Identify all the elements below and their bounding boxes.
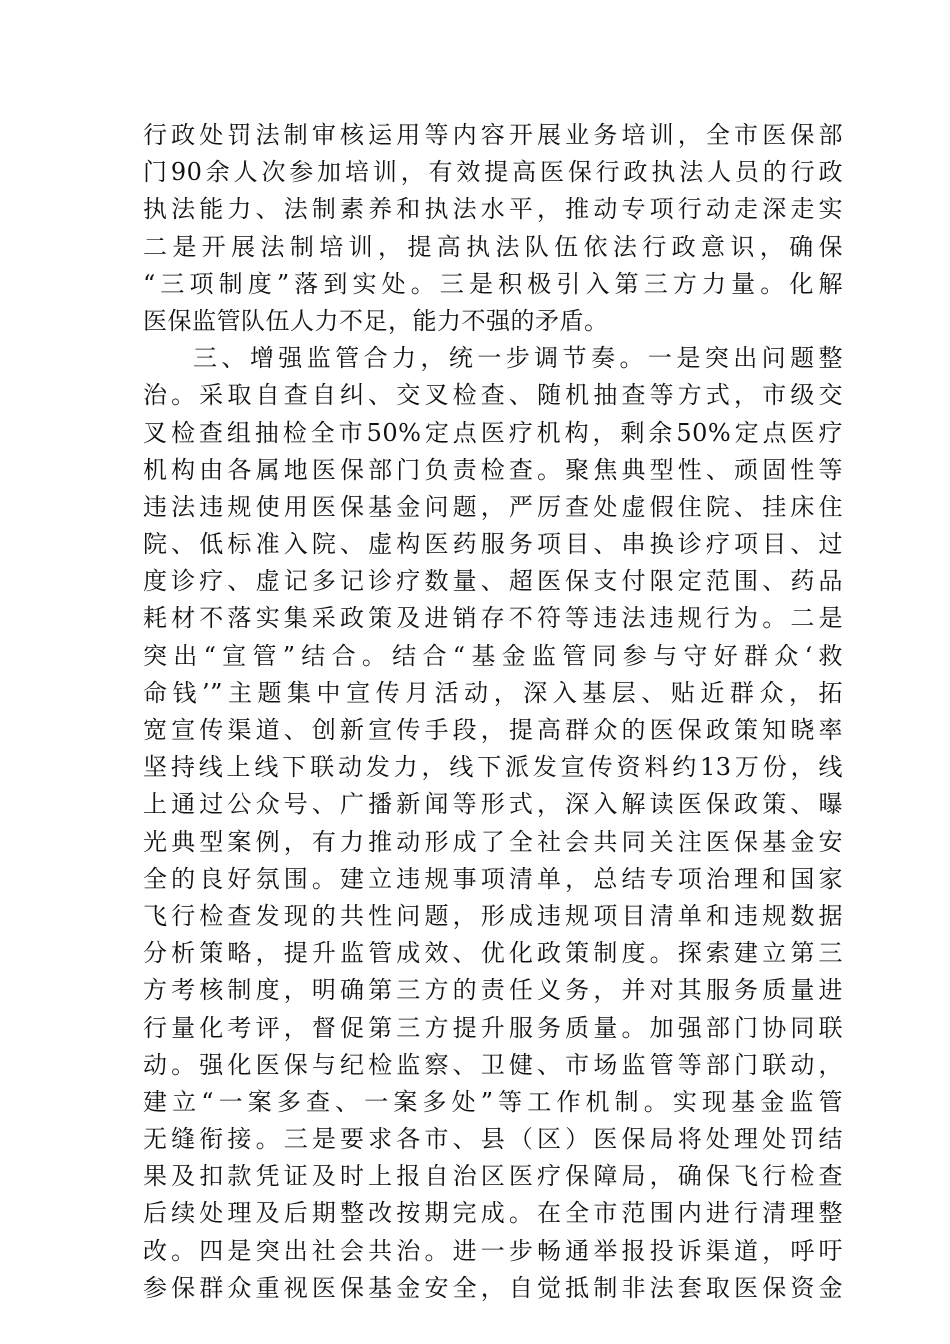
text-line: 改。四是突出社会共治。进一步畅通举报投诉渠道，呼吁 <box>143 1236 843 1265</box>
text-line: 宽宣传渠道、创新宣传手段，提高群众的医保政策知晓率 <box>143 716 843 744</box>
text-line: “三项制度”落到实处。三是积极引入第三方力量。化解 <box>143 269 843 298</box>
body-text <box>143 117 843 1307</box>
text-line: 院、低标准入院、虚构医药服务项目、串换诊疗项目、过 <box>143 530 843 559</box>
text-line: 动。强化医保与纪检监察、卫健、市场监管等部门联动， <box>143 1050 843 1079</box>
text-line: 上通过公众号、广播新闻等形式，深入解读医保政策、曝 <box>143 790 843 819</box>
text-line: 医保监管队伍人力不足，能力不强的矛盾。 <box>143 306 609 335</box>
text-line: 飞行检查发现的共性问题，形成违规项目清单和违规数据 <box>143 901 843 930</box>
text-line: 违法违规使用医保基金问题，严厉查处虚假住院、挂床住 <box>143 492 843 521</box>
text-line: 方考核制度，明确第三方的责任义务，并对其服务质量进 <box>143 976 843 1005</box>
text-line: 耗材不落实集采政策及进销存不符等违法违规行为。二是 <box>143 604 843 633</box>
text-line: 坚持线上线下联动发力，线下派发宣传资料约13万份，线 <box>143 753 843 782</box>
section-heading-line: 三、增强监管合力，统一步调节奏。一是突出问题整 <box>193 344 843 373</box>
text-line: 分析策略，提升监管成效、优化政策制度。探索建立第三 <box>143 939 843 968</box>
text-line: 治。采取自查自纠、交叉检查、随机抽查等方式，市级交 <box>143 381 843 410</box>
text-line: 突出“宣管”结合。结合“基金监管同参与守好群众‘救 <box>143 641 843 670</box>
text-line: 二是开展法制培训，提高执法队伍依法行政意识，确保 <box>143 232 843 261</box>
text-line: 后续处理及后期整改按期完成。在全市范围内进行清理整 <box>143 1199 843 1228</box>
text-line: 光典型案例，有力推动形成了全社会共同关注医保基金安 <box>143 827 843 856</box>
text-line: 门90余人次参加培训，有效提高医保行政执法人员的行政 <box>143 158 843 187</box>
text-line: 度诊疗、虚记多记诊疗数量、超医保支付限定范围、药品 <box>143 567 843 596</box>
text-line: 行量化考评，督促第三方提升服务质量。加强部门协同联 <box>143 1013 843 1042</box>
text-line: 叉检查组抽检全市50%定点医疗机构，剩余50%定点医疗 <box>143 418 843 447</box>
text-line: 命钱’”主题集中宣传月活动，深入基层、贴近群众，拓 <box>143 678 843 707</box>
text-line: 无缝衔接。三是要求各市、县（区）医保局将处理处罚结 <box>143 1125 843 1154</box>
text-line: 果及扣款凭证及时上报自治区医疗保障局，确保飞行检查 <box>143 1162 843 1191</box>
text-line: 机构由各属地医保部门负责检查。聚焦典型性、顽固性等 <box>143 455 843 484</box>
text-line: 行政处罚法制审核运用等内容开展业务培训，全市医保部 <box>143 121 843 149</box>
text-line: 建立“一案多查、一案多处”等工作机制。实现基金监管 <box>143 1087 843 1116</box>
text-line: 全的良好氛围。建立违规事项清单，总结专项治理和国家 <box>143 864 843 893</box>
text-line: 参保群众重视医保基金安全，自觉抵制非法套取医保资金 <box>143 1273 843 1302</box>
text-line: 执法能力、法制素养和执法水平，推动专项行动走深走实 <box>143 195 843 224</box>
